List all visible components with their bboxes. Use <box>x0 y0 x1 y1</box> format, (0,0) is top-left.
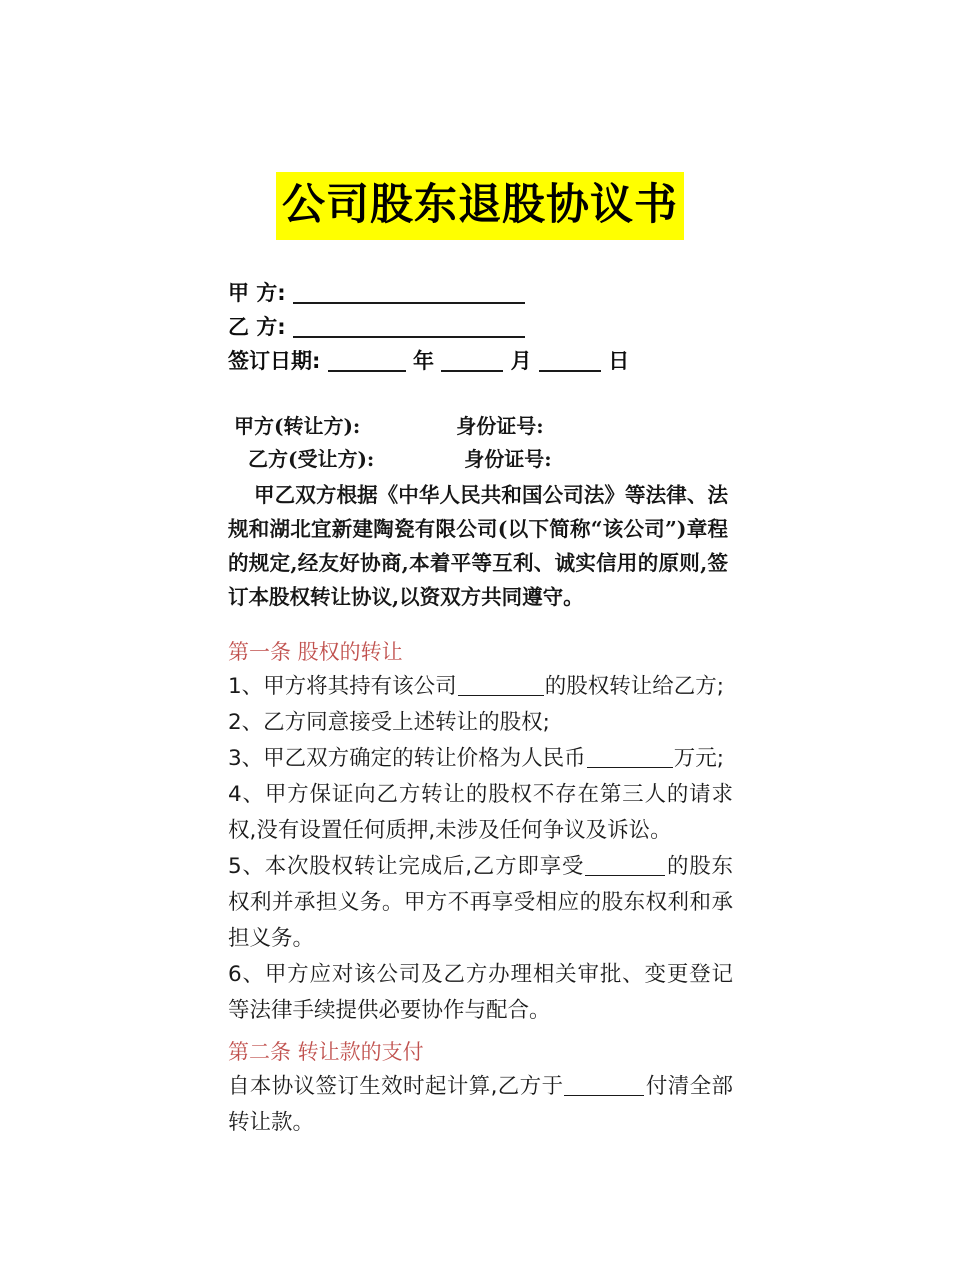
sign-month-blank[interactable] <box>441 350 503 372</box>
transferor-id-label: 身份证号: <box>456 414 544 438</box>
transferor-row <box>228 410 748 443</box>
month-unit-label: 月 <box>510 349 532 373</box>
clause-item <box>228 741 733 777</box>
clause-blank[interactable] <box>585 856 665 876</box>
sign-date-row <box>228 344 748 378</box>
sign-day-blank[interactable] <box>539 350 601 372</box>
clause-text-before: 5、本次股权转让完成后,乙方即享受 <box>228 853 585 879</box>
day-unit-label: 日 <box>608 349 630 373</box>
clause-item <box>228 849 733 957</box>
clause-text-before: 6、甲方应对该公司及乙方办理相关审批、变更登记等法律手续提供必要协作与配合。 <box>228 961 733 1023</box>
sign-date-label: 签订日期: <box>228 349 321 373</box>
clause-text-after: 付清全部转让款。 <box>228 1073 733 1135</box>
sign-year-blank[interactable] <box>328 350 406 372</box>
clause-item <box>228 669 733 705</box>
party-a-blank[interactable] <box>293 282 525 304</box>
party-a-field-label: 甲 方: <box>228 281 286 305</box>
clause-item <box>228 777 733 849</box>
clause-text-before: 自本协议签订生效时起计算,乙方于 <box>228 1073 564 1099</box>
title-block <box>0 172 960 240</box>
section-2-clauses <box>228 1069 748 1141</box>
clause-blank[interactable] <box>564 1076 644 1096</box>
section-heading-1: 第一条 股权的转让 <box>228 639 403 664</box>
party-b-field-label: 乙 方: <box>228 315 286 339</box>
page-title: 公司股东退股协议书 <box>276 172 684 240</box>
transferee-row <box>228 443 748 476</box>
party-b-field-row <box>228 310 748 344</box>
clause-text-before: 3、甲乙双方确定的转让价格为人民币 <box>228 745 586 771</box>
signature-form-fields <box>228 276 748 378</box>
clause-text-before: 1、甲方将其持有该公司 <box>228 673 457 699</box>
clause-item <box>228 1069 733 1141</box>
clause-text-after: 的股东权利并承担义务。甲方不再享受相应的股东权利和承担义务。 <box>228 853 733 951</box>
party-b-blank[interactable] <box>293 316 525 338</box>
clause-item <box>228 957 733 1029</box>
section-1-clauses <box>228 669 748 1029</box>
clause-item <box>228 705 733 741</box>
clause-blank[interactable] <box>587 748 673 768</box>
transferee-label: 乙方(受让方): <box>248 447 375 471</box>
document-body <box>228 276 748 1141</box>
transferor-label: 甲方(转让方): <box>234 414 361 438</box>
clause-text-before: 4、甲方保证向乙方转让的股权不存在第三人的请求权,没有设置任何质押,未涉及任何争议及诉讼。 <box>228 781 733 843</box>
transferee-id-label: 身份证号: <box>464 447 552 471</box>
parties-block <box>228 410 748 476</box>
clause-text-after: 的股权转让给乙方; <box>544 673 724 699</box>
clause-text-before: 2、乙方同意接受上述转让的股权; <box>228 709 550 735</box>
clause-blank[interactable] <box>458 676 544 696</box>
section-heading-2: 第二条 转让款的支付 <box>228 1039 424 1064</box>
party-a-field-row <box>228 276 748 310</box>
year-unit-label: 年 <box>413 349 435 373</box>
clause-text-after: 万元; <box>673 745 724 771</box>
preamble-paragraph: 甲乙双方根据《中华人民共和国公司法》等法律、法规和湖北宜新建陶瓷有限公司(以下简称“该公司”)章程的规定,经友好协商,本着平等互利、诚实信用的原则,签订本股权转让协议,以资双方共同遵守。 <box>228 483 728 609</box>
